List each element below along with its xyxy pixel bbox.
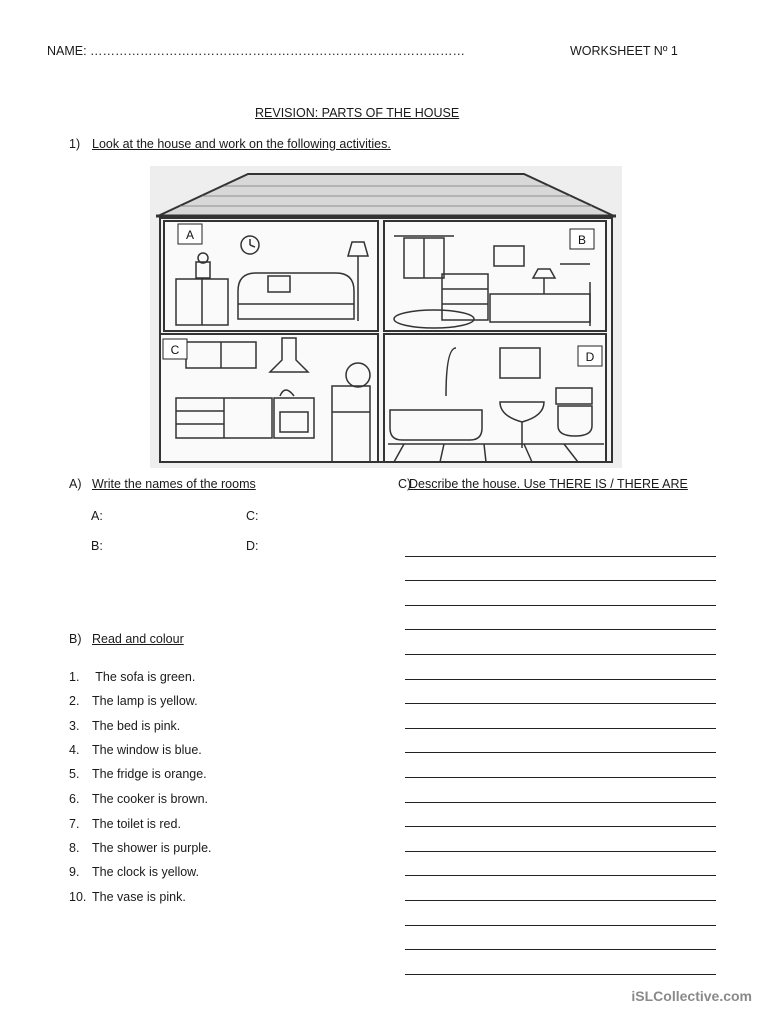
writing-line[interactable]	[405, 876, 716, 901]
writing-line[interactable]	[405, 753, 716, 778]
list-item-number: 4.	[69, 743, 80, 757]
writing-line[interactable]	[405, 901, 716, 926]
writing-line[interactable]	[405, 557, 716, 582]
list-item	[69, 865, 199, 883]
page-title: REVISION: PARTS OF THE HOUSE	[255, 106, 460, 120]
list-item-text: The shower is purple.	[92, 841, 212, 855]
section-b-label: B)	[69, 632, 82, 646]
list-item	[69, 767, 207, 785]
house-illustration	[150, 166, 622, 468]
house-drawing	[150, 166, 622, 468]
watermark-logo: iSLCollective.com	[631, 988, 752, 1004]
list-item-text: The sofa is green.	[92, 670, 196, 684]
list-item-number: 9.	[69, 865, 80, 879]
room-d-field[interactable]: D:	[246, 539, 259, 553]
writing-line[interactable]	[405, 680, 716, 705]
section-a-label: A)	[69, 477, 82, 491]
writing-line[interactable]	[405, 926, 716, 951]
room-label-a: A	[185, 228, 195, 242]
list-item-text: The toilet is red.	[92, 817, 181, 831]
list-item	[69, 817, 181, 835]
room-label-c: C	[170, 343, 180, 357]
writing-line[interactable]	[405, 778, 716, 803]
list-item-text: The vase is pink.	[92, 890, 186, 904]
writing-line[interactable]	[405, 630, 716, 655]
writing-line[interactable]	[405, 704, 716, 729]
writing-line[interactable]	[405, 729, 716, 754]
list-item-text: The window is blue.	[92, 743, 202, 757]
worksheet-number: WORKSHEET Nº 1	[570, 44, 678, 58]
list-item	[69, 743, 202, 761]
list-item-text: The cooker is brown.	[92, 792, 209, 806]
list-item	[69, 890, 186, 908]
list-item-text: The bed is pink.	[92, 719, 181, 733]
room-b-field[interactable]: B:	[91, 539, 103, 553]
writing-line[interactable]	[405, 803, 716, 828]
list-item-text: The clock is yellow.	[92, 865, 199, 879]
room-label-d-box	[578, 346, 602, 366]
writing-line[interactable]	[405, 532, 716, 557]
list-item-number: 3.	[69, 719, 80, 733]
writing-line[interactable]	[405, 655, 716, 680]
list-item-number: 7.	[69, 817, 80, 831]
section-b-title: Read and colour	[92, 632, 184, 646]
list-item-number: 5.	[69, 767, 80, 781]
name-field-label[interactable]: NAME: ………………………………………………………………………………	[47, 44, 466, 58]
writing-line[interactable]	[405, 827, 716, 852]
list-item	[69, 719, 180, 737]
room-label-b-box	[570, 229, 594, 249]
room-label-b: B	[577, 233, 587, 247]
room-label-d: D	[585, 350, 595, 364]
instruction-number: 1)	[69, 137, 81, 151]
list-item-number: 10.	[69, 890, 87, 904]
writing-lines[interactable]	[405, 532, 716, 975]
list-item-text: The fridge is orange.	[92, 767, 207, 781]
list-item	[69, 670, 195, 688]
room-a-field[interactable]: A:	[91, 509, 103, 523]
list-item	[69, 694, 198, 712]
list-item-number: 1.	[69, 670, 80, 684]
list-item-number: 6.	[69, 792, 80, 806]
section-a-title: Write the names of the rooms	[92, 477, 256, 491]
list-item-number: 8.	[69, 841, 80, 855]
writing-line[interactable]	[405, 581, 716, 606]
writing-line[interactable]	[405, 852, 716, 877]
room-label-c-box	[163, 339, 187, 359]
writing-line[interactable]	[405, 606, 716, 631]
list-item	[69, 792, 208, 810]
instruction-text: Look at the house and work on the following activities.	[92, 137, 391, 151]
section-c-title: Describe the house. Use THERE IS / THERE ARE	[409, 477, 688, 491]
list-item-text: The lamp is yellow.	[92, 694, 198, 708]
list-item-number: 2.	[69, 694, 80, 708]
section-c-label: C)	[398, 477, 412, 491]
writing-line[interactable]	[405, 950, 716, 975]
room-c-field[interactable]: C:	[246, 509, 259, 523]
room-label-a-box	[178, 224, 202, 244]
list-item	[69, 841, 212, 859]
